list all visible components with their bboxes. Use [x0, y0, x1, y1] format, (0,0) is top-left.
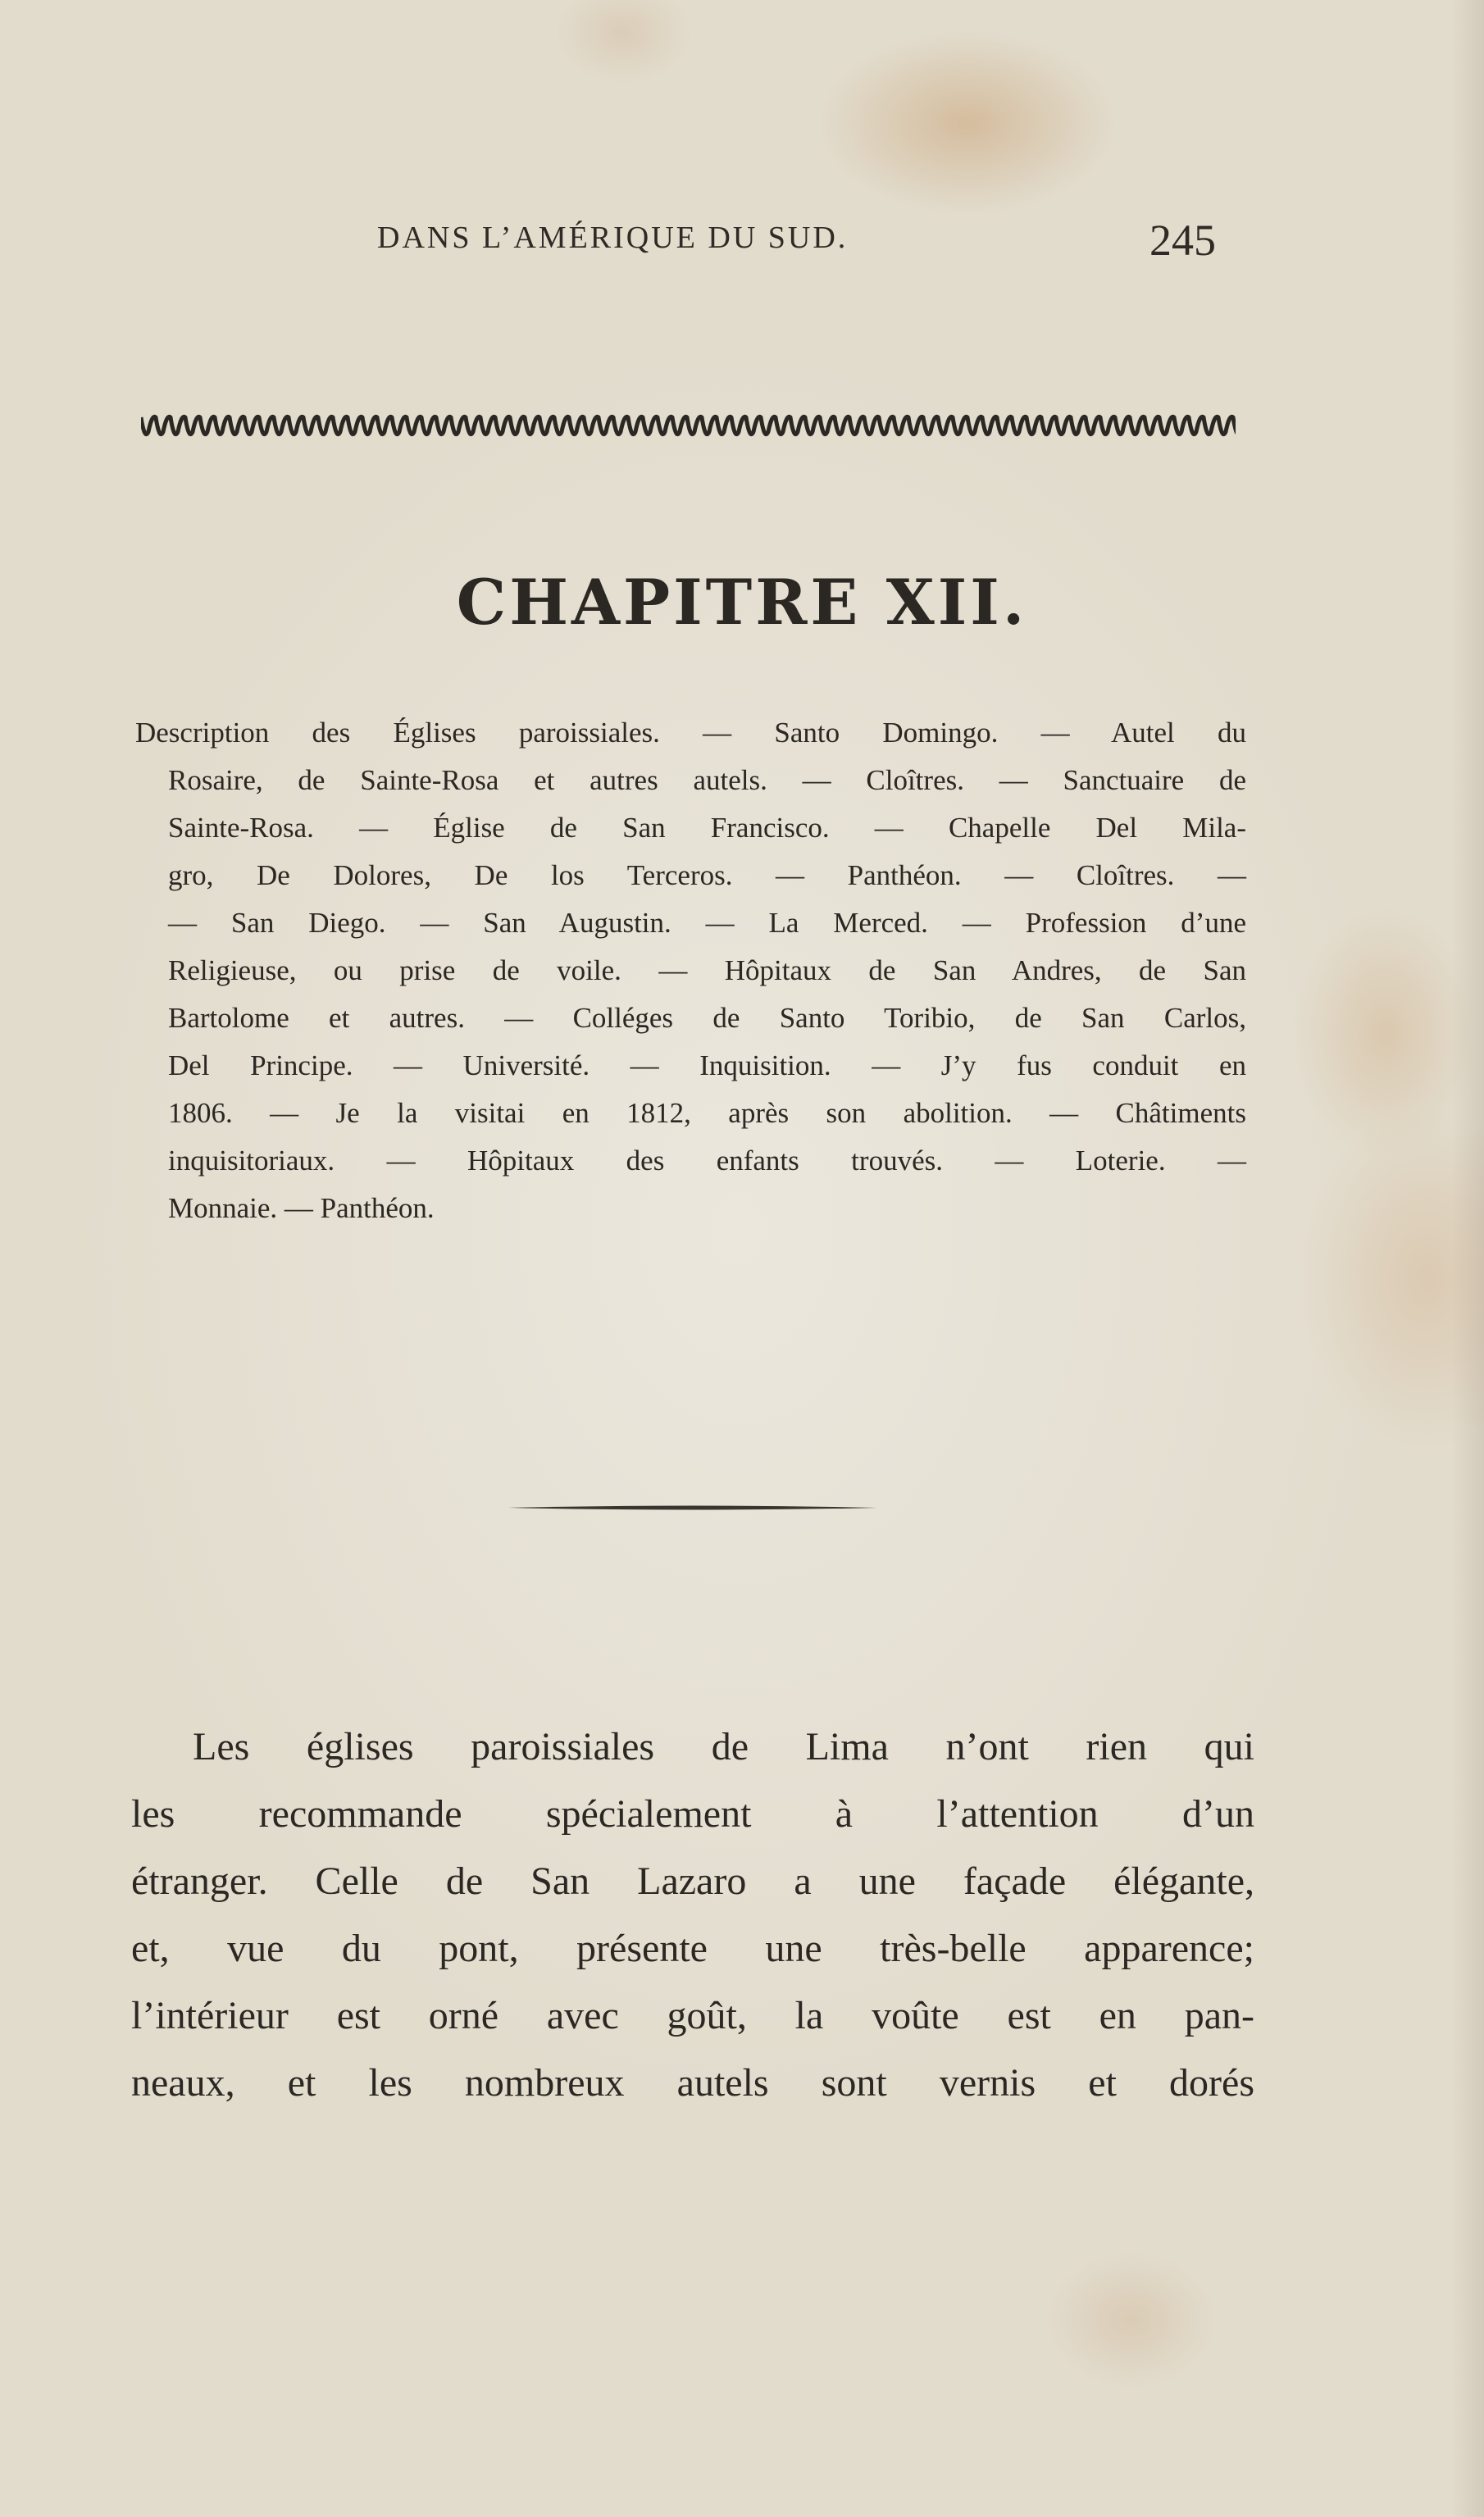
summary-line: Sainte-Rosa. — Église de San Francisco. — Chapelle Del Mila- [168, 812, 1246, 844]
decorative-wave-ornament [141, 410, 1236, 443]
decorative-rule [508, 1503, 877, 1513]
summary-line: 1806. — Je la visitai en 1812, après son abolition. — Châtiments [168, 1097, 1246, 1129]
running-head: DANS L’AMÉRIQUE DU SUD. [377, 221, 849, 255]
summary-line: Del Principe. — Université. — Inquisition. — J’y fus conduit en [168, 1049, 1246, 1081]
body-line: l’intérieur est orné avec goût, la voûte est en pan- [131, 1994, 1254, 2037]
summary-line: Description des Églises paroissiales. — Santo Domingo. — Autel du [135, 717, 1246, 749]
body-line: et, vue du pont, présente une très-belle apparence; [131, 1927, 1254, 1970]
body-line: les recommande spécialement à l’attention d’un [131, 1792, 1254, 1836]
page-number: 245 [1149, 216, 1216, 265]
summary-line: — San Diego. — San Augustin. — La Merced. — Profession d’une [168, 907, 1246, 939]
chapter-summary [135, 709, 1246, 1232]
page-edge-shadow [1451, 0, 1484, 2517]
summary-line: Monnaie. — Panthéon. [168, 1192, 435, 1224]
body-line: Les églises paroissiales de Lima n’ont rien qui [193, 1725, 1254, 1768]
body-line: étranger. Celle de San Lazaro a une façade élégante, [131, 1859, 1254, 1903]
body-text [131, 1714, 1254, 2117]
summary-line: Bartolome et autres. — Colléges de Santo Toribio, de San Carlos, [168, 1002, 1246, 1034]
summary-line: gro, De Dolores, De los Terceros. — Panthéon. — Cloîtres. — [168, 859, 1246, 891]
chapter-title: CHAPITRE XII. [456, 566, 1028, 639]
summary-line: inquisitoriaux. — Hôpitaux des enfants trouvés. — Loterie. — [168, 1145, 1246, 1177]
summary-line: Rosaire, de Sainte-Rosa et autres autels. — Cloîtres. — Sanctuaire de [168, 764, 1246, 796]
body-line: neaux, et les nombreux autels sont vernis et dorés [131, 2061, 1254, 2105]
summary-line: Religieuse, ou prise de voile. — Hôpitaux de San Andres, de San [168, 954, 1246, 986]
